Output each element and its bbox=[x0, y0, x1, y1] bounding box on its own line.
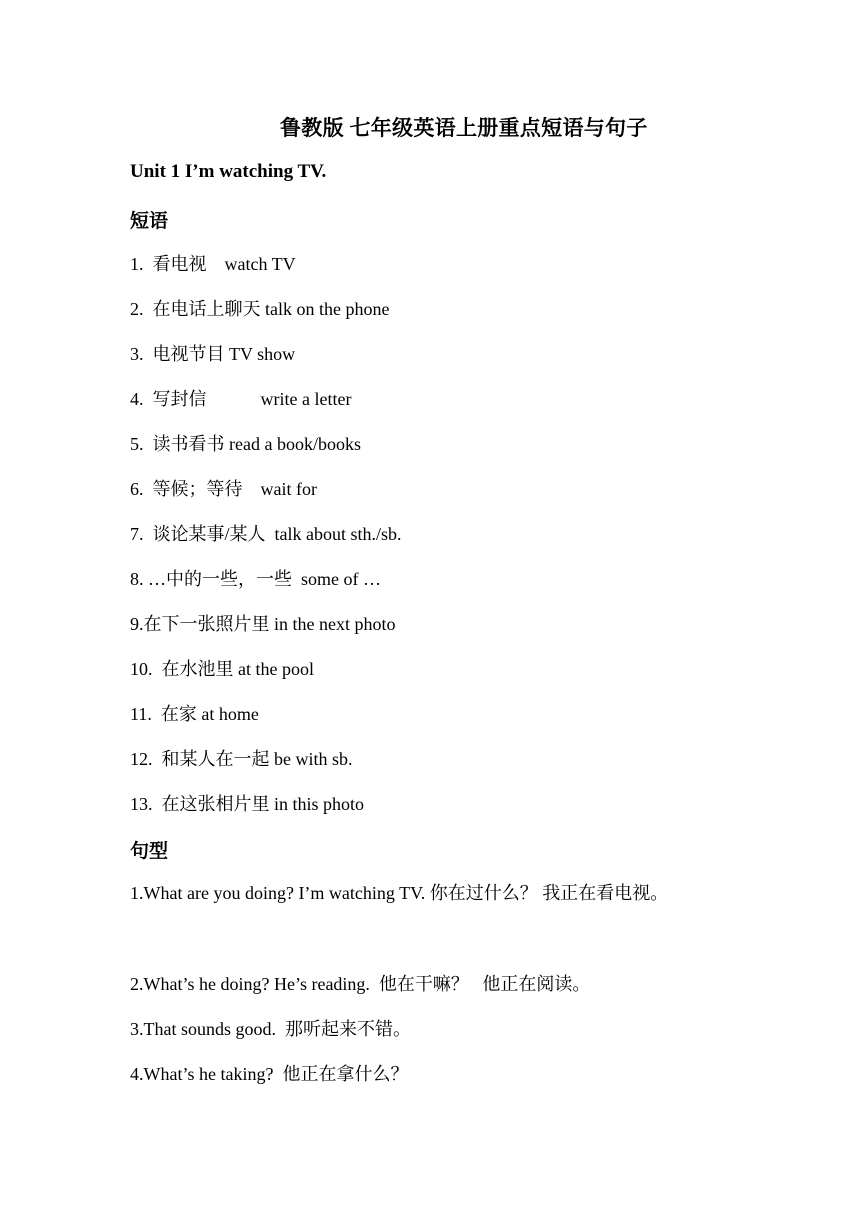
phrase-item: 13. 在这张相片里 in this photo bbox=[130, 794, 365, 814]
phrase-item: 3. 电视节目 TV show bbox=[130, 344, 296, 364]
phrase-item: 6. 等候；等待 wait for bbox=[130, 479, 317, 499]
phrase-item: 2. 在电话上聊天 talk on the phone bbox=[130, 299, 390, 319]
phrase-item: 4. 写封信 write a letter bbox=[130, 389, 352, 409]
unit-heading: Unit 1 I’m watching TV. bbox=[130, 161, 327, 182]
document-title: 鲁教版 七年级英语上册重点短语与句子 bbox=[280, 116, 648, 140]
phrase-item: 1. 看电视 watch TV bbox=[130, 254, 296, 274]
phrase-item: 7. 谈论某事/某人 talk about sth./sb. bbox=[130, 524, 402, 544]
sentence-item: 1.What are you doing? I’m watching TV. 你在过什么？ 我正在看电视。 bbox=[130, 883, 669, 903]
phrase-item: 11. 在家 at home bbox=[130, 704, 259, 724]
phrase-item: 5. 读书看书 read a book/books bbox=[130, 434, 361, 454]
sentence-item: 4.What’s he taking? 他正在拿什么？ bbox=[130, 1064, 409, 1084]
phrase-item: 10. 在水池里 at the pool bbox=[130, 659, 314, 679]
phrase-item: 9.在下一张照片里 in the next photo bbox=[130, 614, 396, 634]
sentence-item: 3.That sounds good. 那听起来不错。 bbox=[130, 1019, 411, 1039]
phrase-item: 12. 和某人在一起 be with sb. bbox=[130, 749, 353, 769]
sentence-item: 2.What’s he doing? He’s reading. 他在干嘛？ 他正在阅读。 bbox=[130, 974, 591, 994]
phrases-section-label: 短语 bbox=[130, 211, 169, 232]
sentences-section-label: 句型 bbox=[130, 841, 169, 862]
phrase-item: 8. …中的一些，一些 some of … bbox=[130, 569, 381, 589]
